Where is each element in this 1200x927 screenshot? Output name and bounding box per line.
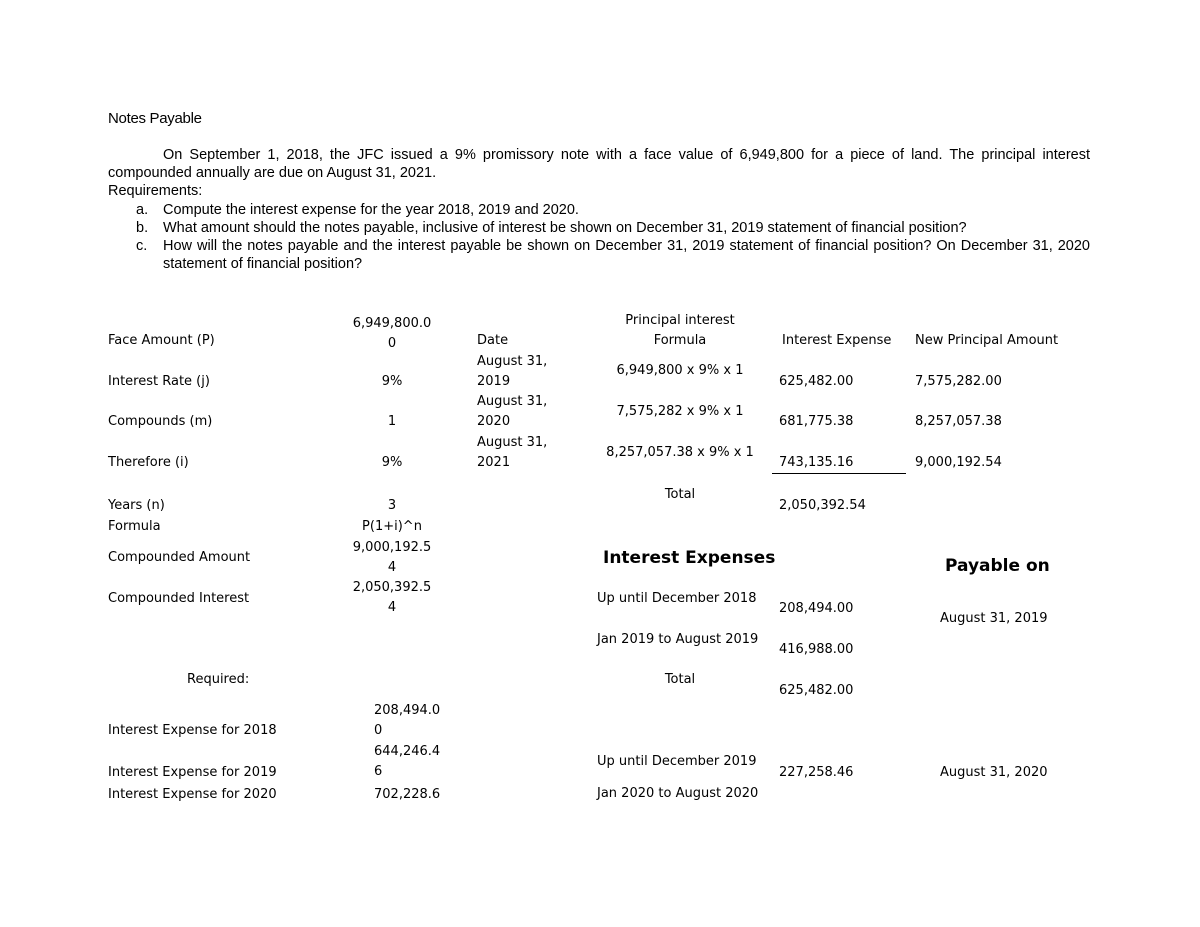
requirement-text: Compute the interest expense for the year 2018, 2019 and 2020. xyxy=(163,202,579,218)
ie-2018-line1: 208,494.0 xyxy=(374,703,441,718)
requirements-list xyxy=(108,201,1090,273)
ie-2020-value: 702,228.6 xyxy=(374,787,441,802)
interest-rate-label: Interest Rate (j) xyxy=(108,374,210,389)
compounds-value: 1 xyxy=(387,414,397,429)
payable-on-heading: Payable on xyxy=(945,556,1050,576)
period-value: 208,494.00 xyxy=(779,601,854,616)
compounded-interest-value xyxy=(340,578,444,618)
list-marker: a. xyxy=(136,202,149,218)
face-amount-value xyxy=(340,314,444,354)
ie-2019-line2: 6 xyxy=(374,764,383,779)
table-row-date xyxy=(477,352,547,392)
interest-expense-header: Interest Expense xyxy=(782,333,892,348)
date-line2: 2020 xyxy=(477,414,511,429)
schedule-total-label: Total xyxy=(664,487,696,502)
total-underline xyxy=(772,473,906,474)
table-row-date xyxy=(477,433,547,473)
period-label: Up until December 2018 xyxy=(597,591,757,606)
requirement-item xyxy=(108,201,1090,219)
formula-label: Formula xyxy=(108,519,161,534)
table-row-new-principal: 7,575,282.00 xyxy=(915,374,1002,389)
payable-date: August 31, 2019 xyxy=(940,611,1048,626)
requirement-text: How will the notes payable and the interest payable be shown on December 31, 2019 statement of financial position? On December 31, 2020 statement of financial position? xyxy=(163,238,1090,272)
formula-header-line2: Formula xyxy=(653,333,707,348)
interest-total-label: Total xyxy=(664,672,696,687)
date-line2: 2019 xyxy=(477,374,511,389)
table-row-formula: 6,949,800 x 9% x 1 xyxy=(616,363,744,378)
table-row-formula: 8,257,057.38 x 9% x 1 xyxy=(606,445,754,460)
requirement-text: What amount should the notes payable, inclusive of interest be shown on December 31, 2019 statement of financial position? xyxy=(163,220,967,236)
ie-2019-line1: 644,246.4 xyxy=(374,744,441,759)
date-header: Date xyxy=(477,333,509,348)
table-row-expense: 681,775.38 xyxy=(779,414,854,429)
interest-expenses-heading: Interest Expenses xyxy=(603,548,776,568)
requirement-item xyxy=(108,219,1090,237)
required-label: Required: xyxy=(187,672,250,687)
ie-2020-label: Interest Expense for 2020 xyxy=(108,787,277,802)
table-row-new-principal: 9,000,192.54 xyxy=(915,455,1002,470)
therefore-label: Therefore (i) xyxy=(108,455,189,470)
requirement-item xyxy=(108,237,1090,273)
date-line1: August 31, xyxy=(477,354,548,369)
compounds-label: Compounds (m) xyxy=(108,414,213,429)
date-line1: August 31, xyxy=(477,394,548,409)
compounded-interest-line1: 2,050,392.5 xyxy=(352,580,432,595)
date-line1: August 31, xyxy=(477,435,548,450)
compounded-amount-line2: 4 xyxy=(387,560,397,575)
table-row-expense: 625,482.00 xyxy=(779,374,854,389)
table-row-new-principal: 8,257,057.38 xyxy=(915,414,1002,429)
ie-2018-line2: 0 xyxy=(374,723,383,738)
new-principal-header: New Principal Amount xyxy=(915,333,1059,348)
years-label: Years (n) xyxy=(108,498,165,513)
requirements-label: Requirements: xyxy=(108,183,203,199)
period-value: 416,988.00 xyxy=(779,642,854,657)
period-value: 227,258.46 xyxy=(779,765,854,780)
therefore-value: 9% xyxy=(381,455,403,470)
face-amount-line1: 6,949,800.0 xyxy=(352,316,432,331)
list-marker: b. xyxy=(136,220,149,236)
table-row-formula: 7,575,282 x 9% x 1 xyxy=(616,404,744,419)
document-title: Notes Payable xyxy=(108,110,202,127)
period-label: Up until December 2019 xyxy=(597,754,757,769)
compounded-amount-line1: 9,000,192.5 xyxy=(352,540,432,555)
interest-total-value: 625,482.00 xyxy=(779,683,854,698)
ie-2018-value xyxy=(374,701,440,741)
face-amount-label: Face Amount (P) xyxy=(108,333,215,348)
compounded-interest-label: Compounded Interest xyxy=(108,591,250,606)
ie-2019-value xyxy=(374,742,440,782)
formula-header-line1: Principal interest xyxy=(625,313,735,328)
years-value: 3 xyxy=(387,498,397,513)
list-marker: c. xyxy=(136,238,148,254)
ie-2018-label: Interest Expense for 2018 xyxy=(108,723,277,738)
face-amount-line2: 0 xyxy=(387,336,397,351)
schedule-total-value: 2,050,392.54 xyxy=(779,498,866,513)
compounded-amount-value xyxy=(340,538,444,578)
compounded-amount-label: Compounded Amount xyxy=(108,550,251,565)
period-label: Jan 2019 to August 2019 xyxy=(597,632,759,647)
table-row-date xyxy=(477,392,547,432)
intro-paragraph: On September 1, 2018, the JFC issued a 9% promissory note with a face value of 6,949,800 for a piece of land. The principal interest compounded annually are due on August 31, 2021. xyxy=(108,147,1090,181)
table-row-expense: 743,135.16 xyxy=(779,455,854,470)
ie-2019-label: Interest Expense for 2019 xyxy=(108,765,277,780)
period-label: Jan 2020 to August 2020 xyxy=(597,786,759,801)
date-line2: 2021 xyxy=(477,455,511,470)
payable-date: August 31, 2020 xyxy=(940,765,1048,780)
formula-value: P(1+i)^n xyxy=(362,519,422,534)
interest-rate-value: 9% xyxy=(381,374,403,389)
compounded-interest-line2: 4 xyxy=(387,600,397,615)
formula-header xyxy=(595,311,765,351)
